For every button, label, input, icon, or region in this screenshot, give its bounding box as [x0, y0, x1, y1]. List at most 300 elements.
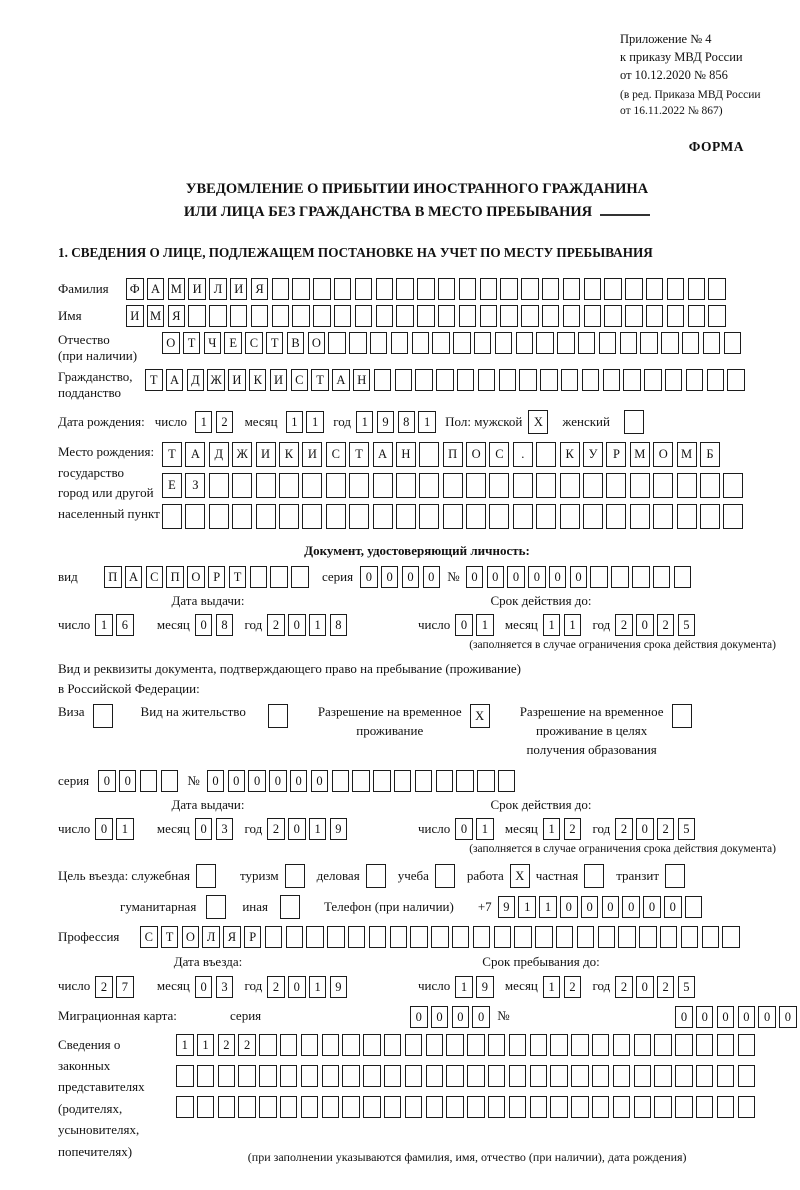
box-cell[interactable]	[667, 305, 685, 327]
box-cell[interactable]	[232, 504, 252, 529]
box-cell[interactable]	[419, 504, 439, 529]
box-cell[interactable]: И	[228, 369, 246, 391]
box-cell[interactable]: О	[308, 332, 326, 354]
box-cell[interactable]	[206, 895, 226, 919]
box-cell[interactable]: 1	[116, 818, 134, 840]
box-cell[interactable]	[542, 278, 560, 300]
box-cell[interactable]	[162, 504, 182, 529]
box-cell[interactable]	[426, 1065, 444, 1087]
box-cell[interactable]	[473, 926, 491, 948]
box-cell[interactable]	[265, 926, 283, 948]
box-cell[interactable]	[639, 926, 657, 948]
box-cell[interactable]	[583, 504, 603, 529]
box-cell[interactable]	[604, 278, 622, 300]
box-cell[interactable]: 0	[636, 818, 654, 840]
box-cell[interactable]	[415, 369, 433, 391]
box-cell[interactable]: 0	[602, 896, 620, 918]
box-cell[interactable]: 2	[218, 1034, 236, 1056]
box-cell[interactable]	[188, 305, 206, 327]
box-cell[interactable]: А	[373, 442, 393, 467]
box-cell[interactable]	[592, 1065, 610, 1087]
box-cell[interactable]	[708, 305, 726, 327]
box-cell[interactable]: 1	[539, 896, 557, 918]
box-cell[interactable]	[696, 1065, 714, 1087]
box-cell[interactable]	[514, 926, 532, 948]
box-cell[interactable]	[405, 1065, 423, 1087]
box-cell[interactable]: 0	[507, 566, 525, 588]
box-cell[interactable]	[722, 926, 740, 948]
box-cell[interactable]: О	[187, 566, 205, 588]
box-cell[interactable]: 0	[455, 818, 473, 840]
box-cell[interactable]	[256, 473, 276, 498]
box-cell[interactable]	[738, 1065, 756, 1087]
box-cell[interactable]	[453, 332, 471, 354]
box-cell[interactable]	[313, 278, 331, 300]
box-cell[interactable]	[672, 704, 692, 728]
box-cell[interactable]	[489, 504, 509, 529]
box-cell[interactable]: М	[147, 305, 165, 327]
box-cell[interactable]	[494, 926, 512, 948]
box-cell[interactable]	[417, 305, 435, 327]
box-cell[interactable]	[436, 369, 454, 391]
box-cell[interactable]	[438, 305, 456, 327]
box-cell[interactable]	[396, 504, 416, 529]
box-cell[interactable]	[521, 305, 539, 327]
box-cell[interactable]: Т	[266, 332, 284, 354]
box-cell[interactable]	[390, 926, 408, 948]
box-cell[interactable]	[685, 896, 703, 918]
box-cell[interactable]	[176, 1096, 194, 1118]
box-cell[interactable]: К	[279, 442, 299, 467]
box-cell[interactable]: А	[185, 442, 205, 467]
box-cell[interactable]: 1	[286, 411, 304, 433]
box-cell[interactable]: О	[162, 332, 180, 354]
box-cell[interactable]	[349, 504, 369, 529]
box-cell[interactable]: 5	[678, 976, 696, 998]
box-cell[interactable]	[723, 504, 743, 529]
box-cell[interactable]	[384, 1096, 402, 1118]
box-cell[interactable]: 2	[267, 614, 285, 636]
box-cell[interactable]	[584, 278, 602, 300]
box-cell[interactable]: 0	[119, 770, 137, 792]
box-cell[interactable]	[536, 332, 554, 354]
box-cell[interactable]	[625, 278, 643, 300]
box-cell[interactable]	[370, 332, 388, 354]
box-cell[interactable]	[488, 1096, 506, 1118]
box-cell[interactable]	[611, 566, 629, 588]
box-cell[interactable]	[723, 473, 743, 498]
box-cell[interactable]	[456, 770, 474, 792]
box-cell[interactable]	[251, 305, 269, 327]
box-cell[interactable]: Е	[162, 473, 182, 498]
box-cell[interactable]	[561, 369, 579, 391]
box-cell[interactable]	[667, 278, 685, 300]
box-cell[interactable]	[613, 1034, 631, 1056]
box-cell[interactable]: 9	[330, 976, 348, 998]
box-cell[interactable]	[426, 1034, 444, 1056]
box-cell[interactable]: 1	[176, 1034, 194, 1056]
box-cell[interactable]: И	[188, 278, 206, 300]
box-cell[interactable]: 0	[269, 770, 287, 792]
box-cell[interactable]: 1	[564, 614, 582, 636]
box-cell[interactable]: 0	[636, 976, 654, 998]
box-cell[interactable]	[571, 1034, 589, 1056]
box-cell[interactable]: 1	[418, 411, 436, 433]
box-cell[interactable]	[675, 1034, 693, 1056]
box-cell[interactable]: Т	[349, 442, 369, 467]
box-cell[interactable]	[488, 1065, 506, 1087]
box-cell[interactable]: 0	[560, 896, 578, 918]
box-cell[interactable]	[270, 566, 288, 588]
box-cell[interactable]	[702, 926, 720, 948]
box-cell[interactable]	[640, 332, 658, 354]
box-cell[interactable]	[634, 1096, 652, 1118]
box-cell[interactable]	[327, 926, 345, 948]
box-cell[interactable]: X	[528, 410, 548, 434]
box-cell[interactable]	[606, 504, 626, 529]
box-cell[interactable]	[738, 1096, 756, 1118]
box-cell[interactable]	[301, 1065, 319, 1087]
box-cell[interactable]	[373, 473, 393, 498]
box-cell[interactable]	[291, 566, 309, 588]
box-cell[interactable]: 0	[207, 770, 225, 792]
box-cell[interactable]	[209, 504, 229, 529]
box-cell[interactable]	[280, 1065, 298, 1087]
box-cell[interactable]	[322, 1096, 340, 1118]
box-cell[interactable]	[727, 369, 745, 391]
box-cell[interactable]	[426, 1096, 444, 1118]
box-cell[interactable]: 0	[696, 1006, 714, 1028]
box-cell[interactable]: С	[140, 926, 158, 948]
box-cell[interactable]	[279, 473, 299, 498]
box-cell[interactable]	[322, 1034, 340, 1056]
box-cell[interactable]	[509, 1034, 527, 1056]
box-cell[interactable]	[363, 1065, 381, 1087]
box-cell[interactable]	[536, 473, 556, 498]
box-cell[interactable]	[452, 926, 470, 948]
box-cell[interactable]: 2	[615, 976, 633, 998]
box-cell[interactable]	[384, 1034, 402, 1056]
box-cell[interactable]: 0	[675, 1006, 693, 1028]
box-cell[interactable]	[688, 278, 706, 300]
box-cell[interactable]	[623, 369, 641, 391]
box-cell[interactable]	[466, 473, 486, 498]
box-cell[interactable]: Я	[223, 926, 241, 948]
box-cell[interactable]: 2	[657, 818, 675, 840]
box-cell[interactable]: 9	[330, 818, 348, 840]
box-cell[interactable]	[334, 278, 352, 300]
box-cell[interactable]	[334, 305, 352, 327]
box-cell[interactable]	[592, 1096, 610, 1118]
box-cell[interactable]: Ж	[207, 369, 225, 391]
box-cell[interactable]	[625, 305, 643, 327]
box-cell[interactable]	[405, 1096, 423, 1118]
box-cell[interactable]	[342, 1034, 360, 1056]
box-cell[interactable]: 0	[758, 1006, 776, 1028]
box-cell[interactable]: 2	[238, 1034, 256, 1056]
box-cell[interactable]	[93, 704, 113, 728]
box-cell[interactable]	[467, 1034, 485, 1056]
box-cell[interactable]: 0	[717, 1006, 735, 1028]
box-cell[interactable]	[707, 369, 725, 391]
box-cell[interactable]: Т	[183, 332, 201, 354]
box-cell[interactable]	[301, 1034, 319, 1056]
box-cell[interactable]	[374, 369, 392, 391]
box-cell[interactable]	[218, 1096, 236, 1118]
box-cell[interactable]: Я	[251, 278, 269, 300]
box-cell[interactable]: 9	[498, 896, 516, 918]
box-cell[interactable]: И	[256, 442, 276, 467]
box-cell[interactable]	[405, 1034, 423, 1056]
box-cell[interactable]	[634, 1065, 652, 1087]
box-cell[interactable]	[665, 369, 683, 391]
box-cell[interactable]: 1	[476, 614, 494, 636]
box-cell[interactable]	[606, 473, 626, 498]
box-cell[interactable]	[218, 1065, 236, 1087]
box-cell[interactable]	[613, 1065, 631, 1087]
box-cell[interactable]: 8	[216, 614, 234, 636]
box-cell[interactable]: 8	[330, 614, 348, 636]
box-cell[interactable]	[509, 1096, 527, 1118]
box-cell[interactable]: 1	[543, 976, 561, 998]
box-cell[interactable]	[571, 1096, 589, 1118]
box-cell[interactable]	[466, 504, 486, 529]
box-cell[interactable]	[332, 770, 350, 792]
box-cell[interactable]	[519, 369, 537, 391]
box-cell[interactable]: Р	[244, 926, 262, 948]
box-cell[interactable]: Ч	[204, 332, 222, 354]
box-cell[interactable]	[292, 305, 310, 327]
box-cell[interactable]	[677, 473, 697, 498]
box-cell[interactable]	[474, 332, 492, 354]
box-cell[interactable]	[516, 332, 534, 354]
box-cell[interactable]	[410, 926, 428, 948]
box-cell[interactable]: 0	[622, 896, 640, 918]
box-cell[interactable]: 0	[311, 770, 329, 792]
box-cell[interactable]	[582, 369, 600, 391]
box-cell[interactable]	[292, 278, 310, 300]
box-cell[interactable]	[653, 473, 673, 498]
box-cell[interactable]: 0	[410, 1006, 428, 1028]
box-cell[interactable]	[499, 369, 517, 391]
box-cell[interactable]	[197, 1065, 215, 1087]
box-cell[interactable]: 5	[678, 614, 696, 636]
box-cell[interactable]	[446, 1096, 464, 1118]
box-cell[interactable]	[185, 504, 205, 529]
box-cell[interactable]	[708, 278, 726, 300]
box-cell[interactable]: 2	[267, 818, 285, 840]
box-cell[interactable]	[536, 442, 556, 467]
box-cell[interactable]	[498, 770, 516, 792]
box-cell[interactable]	[700, 504, 720, 529]
box-cell[interactable]: X	[510, 864, 530, 888]
box-cell[interactable]	[394, 770, 412, 792]
box-cell[interactable]: Д	[209, 442, 229, 467]
box-cell[interactable]	[342, 1065, 360, 1087]
box-cell[interactable]: 9	[377, 411, 395, 433]
box-cell[interactable]	[613, 1096, 631, 1118]
box-cell[interactable]	[322, 1065, 340, 1087]
box-cell[interactable]	[161, 770, 179, 792]
box-cell[interactable]	[661, 332, 679, 354]
box-cell[interactable]	[530, 1096, 548, 1118]
box-cell[interactable]: 1	[518, 896, 536, 918]
box-cell[interactable]: 7	[116, 976, 134, 998]
box-cell[interactable]	[196, 864, 216, 888]
box-cell[interactable]	[560, 504, 580, 529]
box-cell[interactable]: З	[185, 473, 205, 498]
box-cell[interactable]	[674, 566, 692, 588]
box-cell[interactable]: 0	[431, 1006, 449, 1028]
box-cell[interactable]	[584, 305, 602, 327]
box-cell[interactable]	[417, 278, 435, 300]
box-cell[interactable]	[557, 332, 575, 354]
box-cell[interactable]	[232, 473, 252, 498]
box-cell[interactable]: С	[326, 442, 346, 467]
box-cell[interactable]: 2	[95, 976, 113, 998]
box-cell[interactable]	[459, 305, 477, 327]
box-cell[interactable]: Р	[208, 566, 226, 588]
box-cell[interactable]: Д	[187, 369, 205, 391]
box-cell[interactable]: 1	[309, 976, 327, 998]
box-cell[interactable]	[197, 1096, 215, 1118]
box-cell[interactable]	[326, 473, 346, 498]
box-cell[interactable]: 2	[615, 818, 633, 840]
box-cell[interactable]	[366, 864, 386, 888]
box-cell[interactable]	[717, 1096, 735, 1118]
box-cell[interactable]	[654, 1065, 672, 1087]
box-cell[interactable]: К	[560, 442, 580, 467]
box-cell[interactable]	[563, 305, 581, 327]
box-cell[interactable]: 1	[309, 614, 327, 636]
box-cell[interactable]	[446, 1034, 464, 1056]
box-cell[interactable]	[363, 1034, 381, 1056]
box-cell[interactable]: С	[245, 332, 263, 354]
box-cell[interactable]	[630, 473, 650, 498]
box-cell[interactable]: 0	[472, 1006, 490, 1028]
box-cell[interactable]: 0	[455, 614, 473, 636]
box-cell[interactable]	[443, 504, 463, 529]
box-cell[interactable]	[412, 332, 430, 354]
box-cell[interactable]	[571, 1065, 589, 1087]
box-cell[interactable]	[459, 278, 477, 300]
box-cell[interactable]: 0	[288, 976, 306, 998]
box-cell[interactable]: А	[332, 369, 350, 391]
box-cell[interactable]	[395, 369, 413, 391]
box-cell[interactable]	[238, 1096, 256, 1118]
box-cell[interactable]	[286, 926, 304, 948]
box-cell[interactable]: 0	[549, 566, 567, 588]
box-cell[interactable]	[376, 305, 394, 327]
box-cell[interactable]	[438, 278, 456, 300]
box-cell[interactable]: 2	[615, 614, 633, 636]
box-cell[interactable]	[488, 1034, 506, 1056]
box-cell[interactable]	[620, 332, 638, 354]
box-cell[interactable]	[686, 369, 704, 391]
box-cell[interactable]	[477, 770, 495, 792]
box-cell[interactable]	[717, 1034, 735, 1056]
box-cell[interactable]: 1	[543, 818, 561, 840]
box-cell[interactable]	[342, 1096, 360, 1118]
box-cell[interactable]	[259, 1065, 277, 1087]
box-cell[interactable]: 0	[95, 818, 113, 840]
box-cell[interactable]	[634, 1034, 652, 1056]
box-cell[interactable]: 0	[288, 818, 306, 840]
box-cell[interactable]	[435, 864, 455, 888]
box-cell[interactable]	[259, 1034, 277, 1056]
box-cell[interactable]	[457, 369, 475, 391]
box-cell[interactable]	[313, 305, 331, 327]
box-cell[interactable]	[583, 473, 603, 498]
box-cell[interactable]: В	[287, 332, 305, 354]
box-cell[interactable]	[480, 278, 498, 300]
box-cell[interactable]: М	[168, 278, 186, 300]
box-cell[interactable]	[328, 332, 346, 354]
box-cell[interactable]	[285, 864, 305, 888]
box-cell[interactable]: Т	[229, 566, 247, 588]
box-cell[interactable]	[513, 473, 533, 498]
box-cell[interactable]: О	[653, 442, 673, 467]
box-cell[interactable]: 1	[306, 411, 324, 433]
box-cell[interactable]: Л	[209, 278, 227, 300]
box-cell[interactable]: У	[583, 442, 603, 467]
box-cell[interactable]	[436, 770, 454, 792]
box-cell[interactable]	[563, 278, 581, 300]
box-cell[interactable]	[632, 566, 650, 588]
box-cell[interactable]	[675, 1096, 693, 1118]
box-cell[interactable]	[396, 278, 414, 300]
box-cell[interactable]: Н	[396, 442, 416, 467]
box-cell[interactable]: 0	[581, 896, 599, 918]
box-cell[interactable]: И	[126, 305, 144, 327]
box-cell[interactable]	[306, 926, 324, 948]
box-cell[interactable]: Я	[168, 305, 186, 327]
box-cell[interactable]	[280, 895, 300, 919]
box-cell[interactable]	[584, 864, 604, 888]
box-cell[interactable]	[646, 305, 664, 327]
box-cell[interactable]: 0	[636, 614, 654, 636]
box-cell[interactable]	[268, 704, 288, 728]
box-cell[interactable]	[513, 504, 533, 529]
box-cell[interactable]: 2	[564, 818, 582, 840]
box-cell[interactable]: Р	[606, 442, 626, 467]
box-cell[interactable]	[280, 1034, 298, 1056]
box-cell[interactable]: 0	[466, 566, 484, 588]
box-cell[interactable]: 0	[248, 770, 266, 792]
box-cell[interactable]	[140, 770, 158, 792]
box-cell[interactable]	[349, 473, 369, 498]
box-cell[interactable]	[446, 1065, 464, 1087]
box-cell[interactable]: 2	[657, 976, 675, 998]
box-cell[interactable]: 0	[288, 614, 306, 636]
box-cell[interactable]: 2	[657, 614, 675, 636]
box-cell[interactable]	[272, 278, 290, 300]
box-cell[interactable]	[478, 369, 496, 391]
box-cell[interactable]: 2	[564, 976, 582, 998]
box-cell[interactable]	[415, 770, 433, 792]
box-cell[interactable]: 0	[487, 566, 505, 588]
box-cell[interactable]: Ж	[232, 442, 252, 467]
box-cell[interactable]	[598, 926, 616, 948]
box-cell[interactable]	[280, 1096, 298, 1118]
box-cell[interactable]: Б	[700, 442, 720, 467]
box-cell[interactable]: С	[489, 442, 509, 467]
box-cell[interactable]	[250, 566, 268, 588]
box-cell[interactable]	[348, 926, 366, 948]
box-cell[interactable]: О	[182, 926, 200, 948]
box-cell[interactable]: 6	[116, 614, 134, 636]
box-cell[interactable]: 2	[267, 976, 285, 998]
